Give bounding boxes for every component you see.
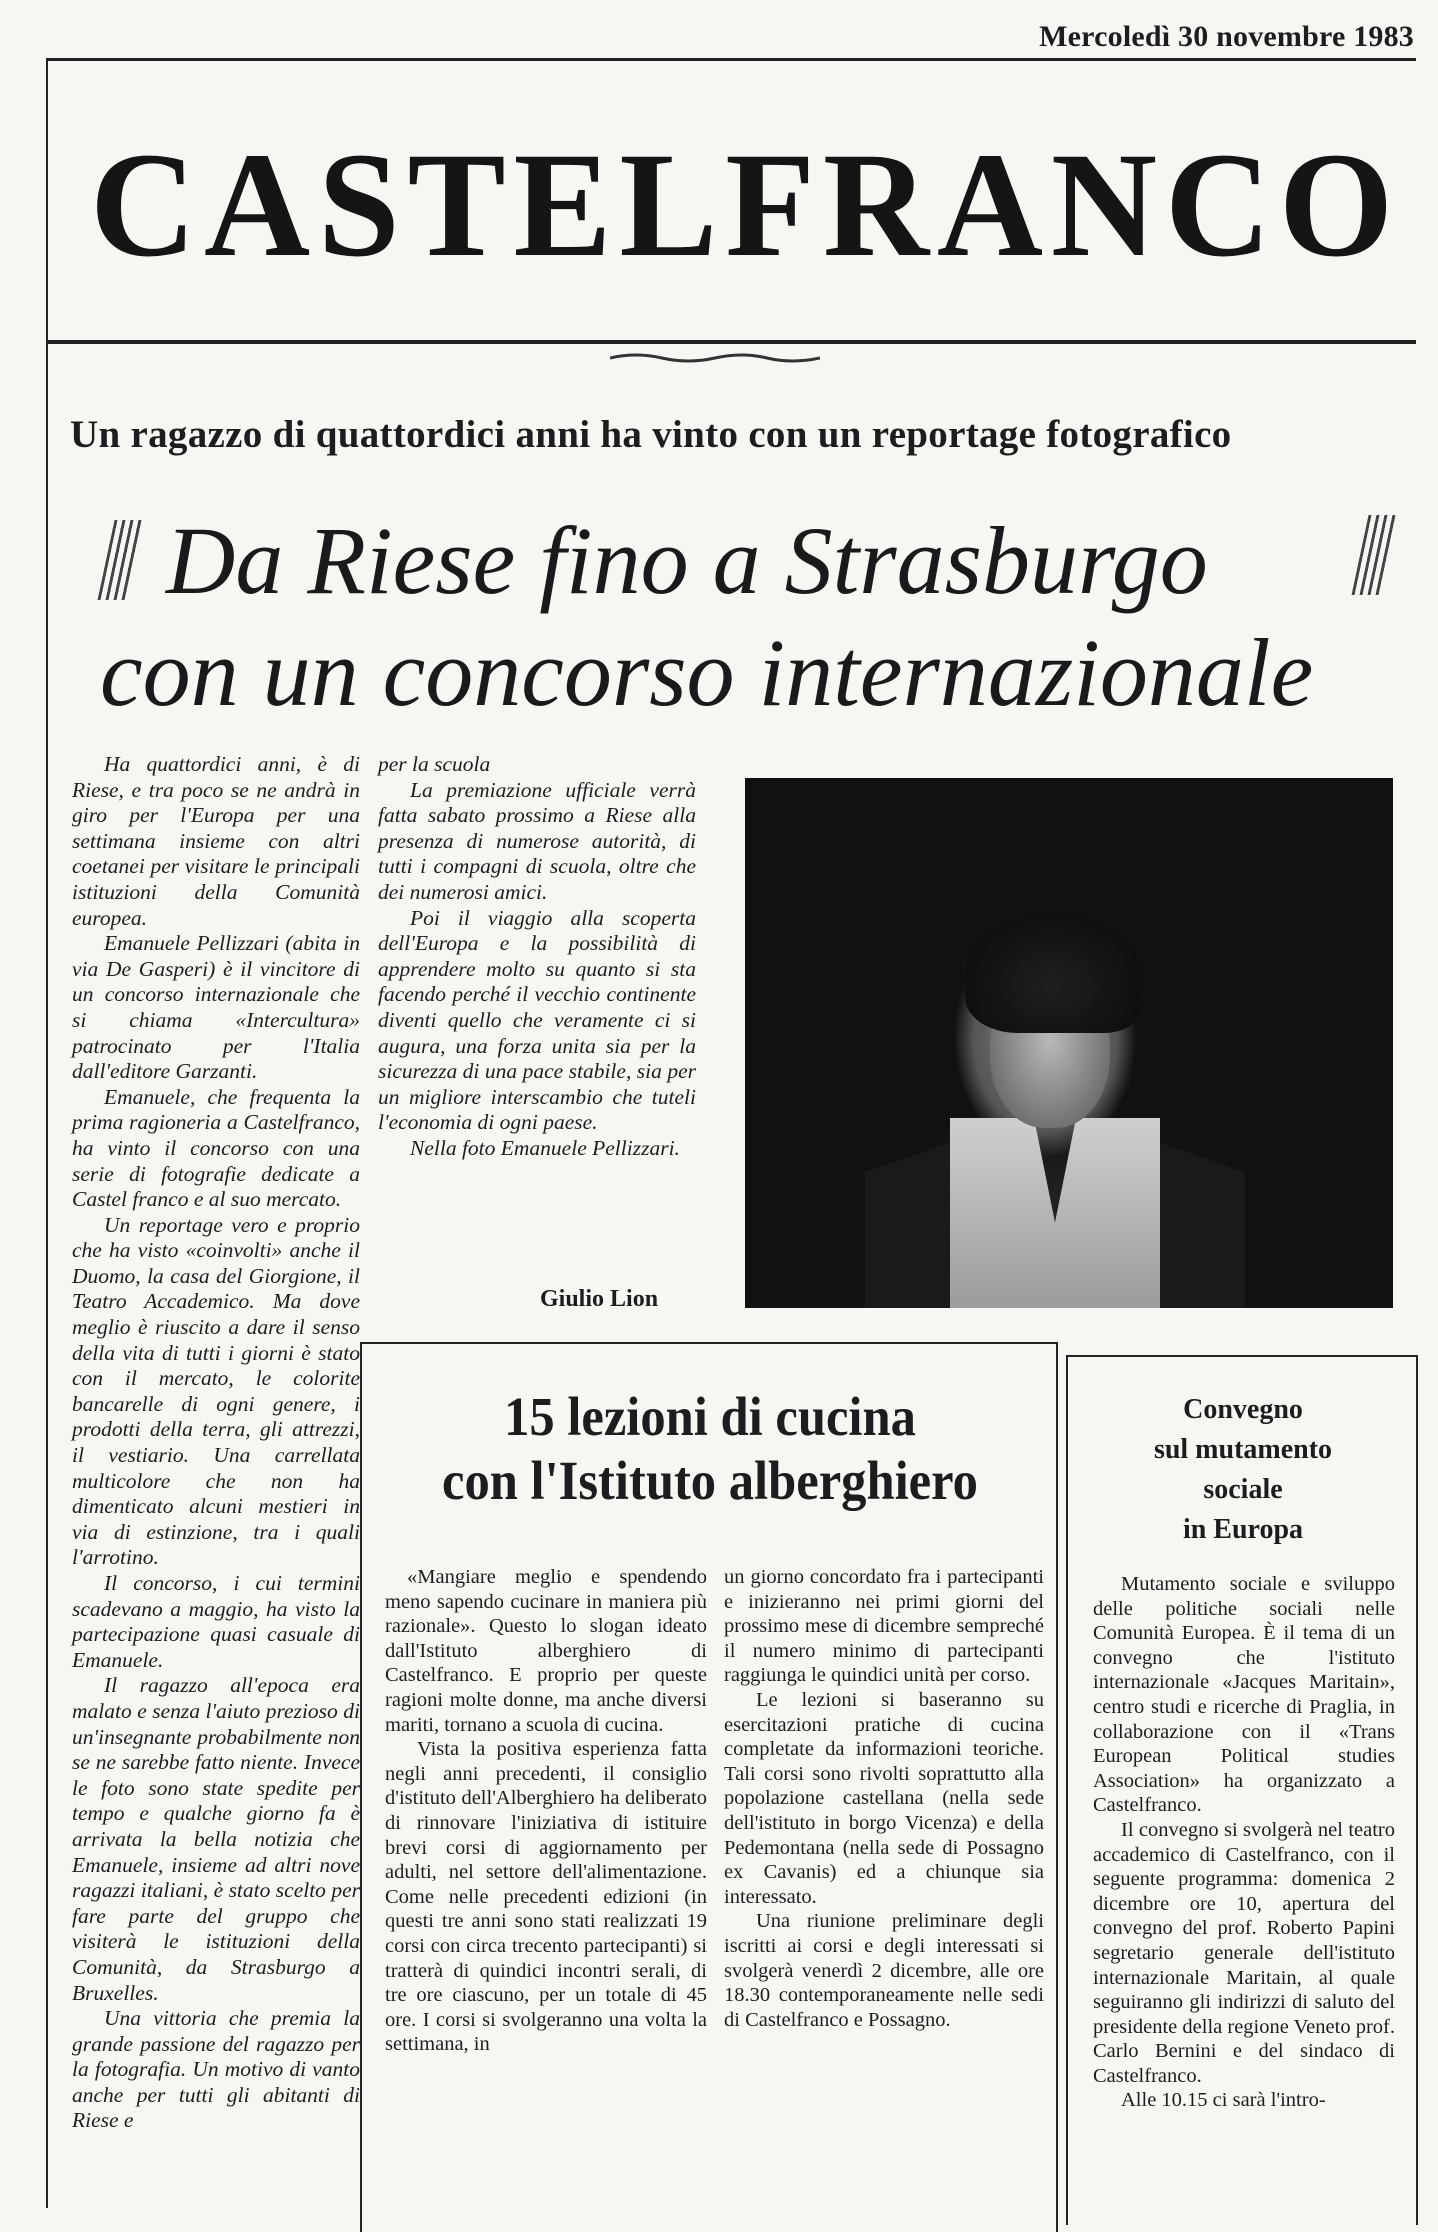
- article3-headline-line: sul mutamento: [1153, 1434, 1333, 1465]
- box-rule: [360, 1342, 1056, 1344]
- paragraph: Alle 10.15 ci sarà l'intro-: [1121, 2089, 1326, 2112]
- headline-line-2: con un concorso internazionale: [100, 619, 1314, 726]
- paragraph: Emanuele, che frequenta la prima ragioneria a Castelfranco, ha vinto il concorso con una serie di fotografie dedicate a Castel franco e al suo mercato.: [72, 1084, 360, 1212]
- paragraph: Una riunione preliminare degli iscritti ai corsi e degli interessati si svolgerà venerdì 2 dicembre, alle ore 18.30 contemporaneamente nelle sedi di Castelfranco e Possagno.: [724, 1910, 1044, 2031]
- paragraph: Le lezioni si baseranno su esercitazioni pratiche di cucina completate da informazioni teoriche. Tali corsi sono rivolti soprattutto alla popolazione castellana (nella sede dell'istituto in borgo Vicenza) e della Pedemontana (nella sede di Possagno ex Cavanis) ed a chiunque sia interessato.: [724, 1688, 1044, 1908]
- article2-headline-line-2: con l'Istituto alberghiero: [442, 1450, 978, 1511]
- paragraph: Il convegno si svolgerà nel teatro accademico di Castelfranco, con il seguente programma: domenica 2 dicembre ore 10, apertura del convegno del prof. Roberto Papini segretario generale dell'istituto internazionale Maritain, al quale seguiranno gli indirizzi di saluto del presidente della regione Veneto prof. Carlo Bernini e del sindaco di Castelfranco.: [1093, 1818, 1395, 2087]
- article3-headline-line: sociale: [1203, 1474, 1283, 1505]
- paragraph: un giorno concordato fra i partecipanti e inizieranno nei primi giorni del prossimo mese di dicembre sempreché il numero minimo di partecipanti raggiunga le quindici unità per corso.: [724, 1566, 1044, 1687]
- paragraph: La premiazione ufficiale verrà fatta sabato prossimo a Riese alla presenza di numerose autorità, di tutti i compagni di scuola, oltre che dei numerosi amici.: [378, 777, 696, 904]
- paragraph: Una vittoria che premia la grande passione del ragazzo per la fotografia. Un motivo di vanto anche per tutti gli abitanti di Riese e: [72, 2006, 360, 2133]
- left-rule: [46, 58, 48, 2208]
- paragraph: Il concorso, i cui termini scadevano a maggio, ha visto la partecipazione quasi casuale di Emanuele.: [72, 1571, 360, 1672]
- portrait-photo: [745, 778, 1393, 1308]
- photo-hair: [965, 913, 1140, 1033]
- paragraph: «Mangiare meglio e spendendo meno sapendo cucinare in maniera più razionale». Questo lo slogan ideato dall'Istituto alberghiero di Castelfranco. E proprio per queste ragioni molte donne, ma anche diversi mariti, tornano a scuola di cucina.: [385, 1566, 707, 1736]
- box-rule: [360, 1342, 362, 2232]
- masthead-rule: [46, 340, 1416, 344]
- paragraph: Il ragazzo all'epoca era malato e senza l'aiuto prezioso di un'insegnante probabilmente non se ne sarebbe fatto niente. Invece le foto sono state spedite per tempo e qualche giorno fa è arrivata la bella notizia che Emanuele, insieme ad altri nove ragazzi italiani, è stato scelto per fare parte del gruppo che visiterà le istituzioni della Comunità, da Strasburgo a Bruxelles.: [72, 1673, 360, 2005]
- article2-headline: [397, 1385, 1023, 1513]
- paragraph: per la scuola: [378, 752, 491, 776]
- article3-headline-line: in Europa: [1182, 1514, 1304, 1545]
- photo-collar: [950, 1118, 1160, 1308]
- box-rule: [1056, 1342, 1058, 2232]
- paragraph: Mutamento sociale e sviluppo delle politiche sociali nelle Comunità Europea. È il tema di un convegno che l'istituto internazionale «Jacques Maritain», centro studi e ricerche di Praglia, in collaborazione con il «Trans European Political studies Association» ha organizzato a Castelfranco.: [1093, 1573, 1395, 1817]
- article1-column-2: [378, 752, 696, 1162]
- headline-line-1: Da Riese fino a Strasburgo: [166, 507, 1208, 614]
- article3-headline: [1075, 1390, 1411, 1550]
- masthead: CASTELFRANCO: [90, 122, 1402, 288]
- main-headline: [100, 505, 1420, 729]
- top-rule: [46, 58, 1416, 61]
- article2-column-2: [724, 1565, 1044, 2032]
- article3-headline-line: Convegno: [1183, 1394, 1303, 1425]
- article2-headline-line-1: 15 lezioni di cucina: [504, 1386, 916, 1447]
- article3-column: [1093, 1572, 1395, 2113]
- issue-date: Mercoledì 30 novembre 1983: [1039, 20, 1414, 53]
- article2-column-1: [385, 1565, 707, 2057]
- box-rule: [1066, 1355, 1068, 2225]
- paragraph: Vista la positiva esperienza fatta negli anni precedenti, il consiglio d'istituto dell'Alberghiero ha deliberato di rinnovare l'iniziativa di istituire brevi corsi di aggiornamento per adulti, nel settore dell'alimentazione. Come nelle precedenti edizioni (in questi tre anni sono stati realizzati 19 corsi con circa trecento partecipanti) si tratterà di quindici incontri serali, di tre ore ciascuno, per un totale di 45 ore. I corsi si svolgeranno una volta la settimana, in: [385, 1738, 707, 2056]
- byline: Giulio Lion: [540, 1286, 659, 1312]
- article1-column-1: [72, 752, 360, 2134]
- article-kicker: Un ragazzo di quattordici anni ha vinto con un reportage fotografico: [70, 413, 1232, 456]
- paragraph: Un reportage vero e proprio che ha visto «coinvolti» anche il Duomo, la casa del Giorgione, il Teatro Accademico. Ma dove meglio è riuscito a dare il senso della vita di tutti i giorni è stato con il mercato, le colorite bancarelle di ogni genere, i prodotti della terra, gli attrezzi, il vestiario. Una carrellata multicolore che non ha dimenticato alcuni mestieri in via di estinzione, tra i quali l'arrotino.: [72, 1212, 360, 1570]
- paragraph: Poi il viaggio alla scoperta dell'Europa e la possibilità di apprendere molto su quanto si sta facendo perché il vecchio continente diventi quello che veramente ci si augura, una forza unita sia per la sicurezza di una pace stabile, sia per un migliore interscambio che tuteli l'economia di ogni paese.: [378, 905, 696, 1135]
- paragraph: Ha quattordici anni, è di Riese, e tra poco se ne andrà in giro per l'Europa per una settimana insieme con altri coetanei per visitare le principali istituzioni della Comunità europea.: [72, 752, 360, 930]
- ornament-divider: [610, 352, 820, 364]
- box-rule: [1416, 1355, 1418, 2225]
- paragraph: Emanuele Pellizzari (abita in via De Gasperi) è il vincitore di un concorso internazionale che si chiama «Intercultura» patrocinato per l'Italia dall'editore Garzanti.: [72, 931, 360, 1084]
- box-rule: [1066, 1355, 1418, 1357]
- paragraph: Nella foto Emanuele Pellizzari.: [410, 1135, 680, 1160]
